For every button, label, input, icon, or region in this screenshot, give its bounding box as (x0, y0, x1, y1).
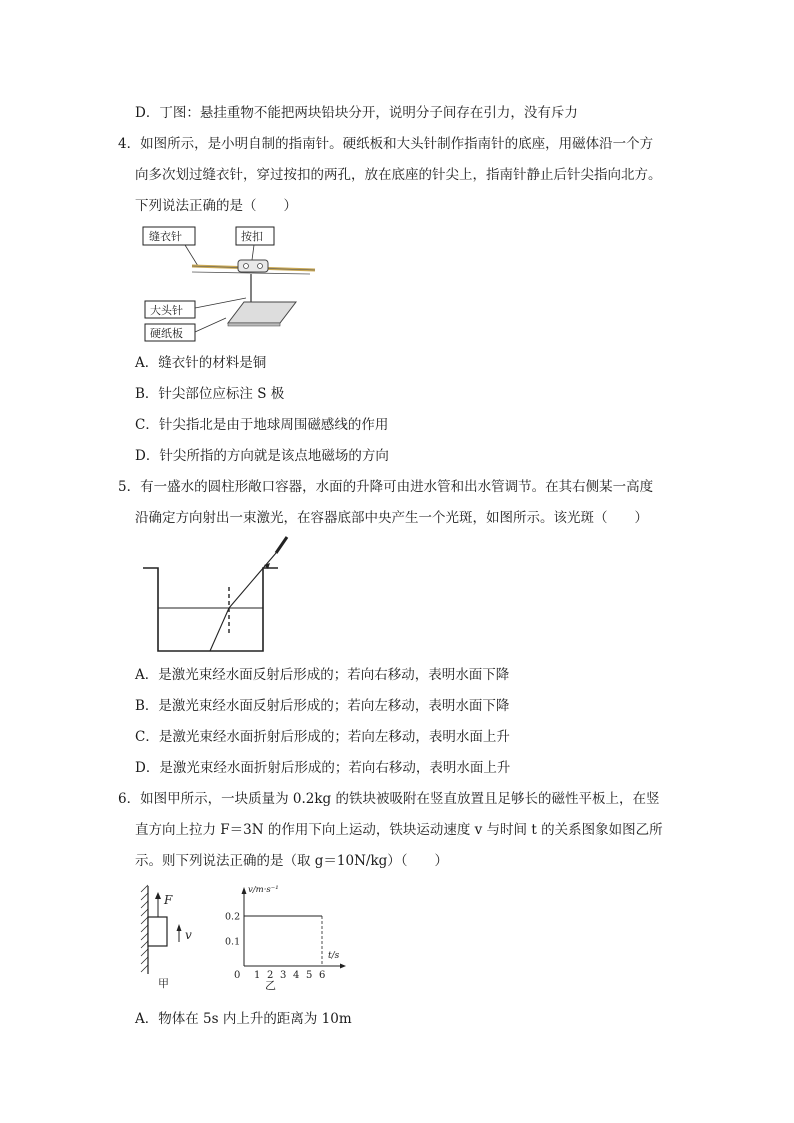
label-snap: 按扣 (241, 230, 263, 243)
label-pin: 大头针 (150, 304, 183, 317)
x-tick-label: 4 (293, 970, 300, 981)
q6-stem-line-2: 直方向上拉力 F＝3N 的作用下向上运动，铁块运动速度 v 与时间 t 的关系图象如图乙所 (135, 822, 663, 838)
origin-label: 0 (234, 970, 241, 981)
q5-option-d: D．是激光束经水面折射后形成的；若向右移动，表明水面上升 (135, 760, 511, 776)
x-tick-label: 5 (306, 970, 313, 981)
force-label: F (164, 893, 173, 907)
q5-option-b: B．是激光束经水面反射后形成的；若向左移动，表明水面下降 (135, 698, 510, 714)
q4-option-c: C．针尖指北是由于地球周围磁感线的作用 (135, 417, 389, 433)
q6-stem-line-3: 示。则下列说法正确的是（取 g＝10N/kg）（ ） (135, 853, 449, 869)
q4-stem-line-2: 向多次划过缝衣针，穿过按扣的两孔，放在底座的针尖上，指南针静止后针尖指向北方。 (135, 167, 662, 183)
y-tick-label: 0.1 (225, 936, 241, 948)
label-board: 硬纸板 (150, 327, 183, 340)
velocity-label: v (185, 928, 192, 942)
x-tick-label: 3 (280, 970, 287, 981)
x-tick-label: 1 (254, 970, 261, 981)
q6-stem-line-1: 6．如图甲所示，一块质量为 0.2kg 的铁块被吸附在竖直放置且足够长的磁性平板上，在竖 (118, 791, 660, 807)
q3-option-d: D．丁图：悬挂重物不能把两块铅块分开，说明分子间存在引力，没有斥力 (135, 105, 578, 121)
y-tick-label: 0.2 (225, 911, 241, 923)
q5-stem-line-1: 5．有一盛水的圆柱形敞口容器，水面的升降可由进水管和出水管调节。在其右侧某一高度 (118, 479, 654, 495)
q4-option-d: D．针尖所指的方向就是该点地磁场的方向 (135, 448, 389, 464)
x-axis-label: t/s (328, 951, 340, 961)
q6-option-a: A．物体在 5s 内上升的距离为 10m (135, 1011, 352, 1027)
q5-container-figure (140, 535, 300, 657)
q6-fig-yi-chart (225, 880, 350, 992)
x-tick-label: 2 (267, 970, 274, 981)
label-needle: 缝衣针 (149, 230, 182, 243)
caption-yi: 乙 (265, 979, 276, 992)
q4-compass-figure (140, 222, 320, 344)
y-axis-label: v/m·s⁻¹ (248, 885, 279, 895)
q6-fig-jia (138, 884, 208, 992)
q5-option-c: C．是激光束经水面折射后形成的；若向左移动，表明水面上升 (135, 729, 510, 745)
q4-option-b: B．针尖部位应标注 S 极 (135, 386, 285, 402)
x-tick-label: 6 (319, 970, 326, 981)
q5-option-a: A．是激光束经水面反射后形成的；若向右移动，表明水面下降 (135, 667, 510, 683)
q4-option-a: A．缝衣针的材料是铜 (135, 355, 267, 371)
caption-jia: 甲 (158, 977, 169, 990)
q4-stem-line-3: 下列说法正确的是（ ） (135, 198, 297, 214)
q5-stem-line-2: 沿确定方向射出一束激光，在容器底部中央产生一个光斑，如图所示。该光斑（ ） (135, 510, 648, 526)
q4-stem-line-1: 4．如图所示，是小明自制的指南针。硬纸板和大头针制作指南针的底座，用磁体沿一个方 (118, 136, 654, 152)
